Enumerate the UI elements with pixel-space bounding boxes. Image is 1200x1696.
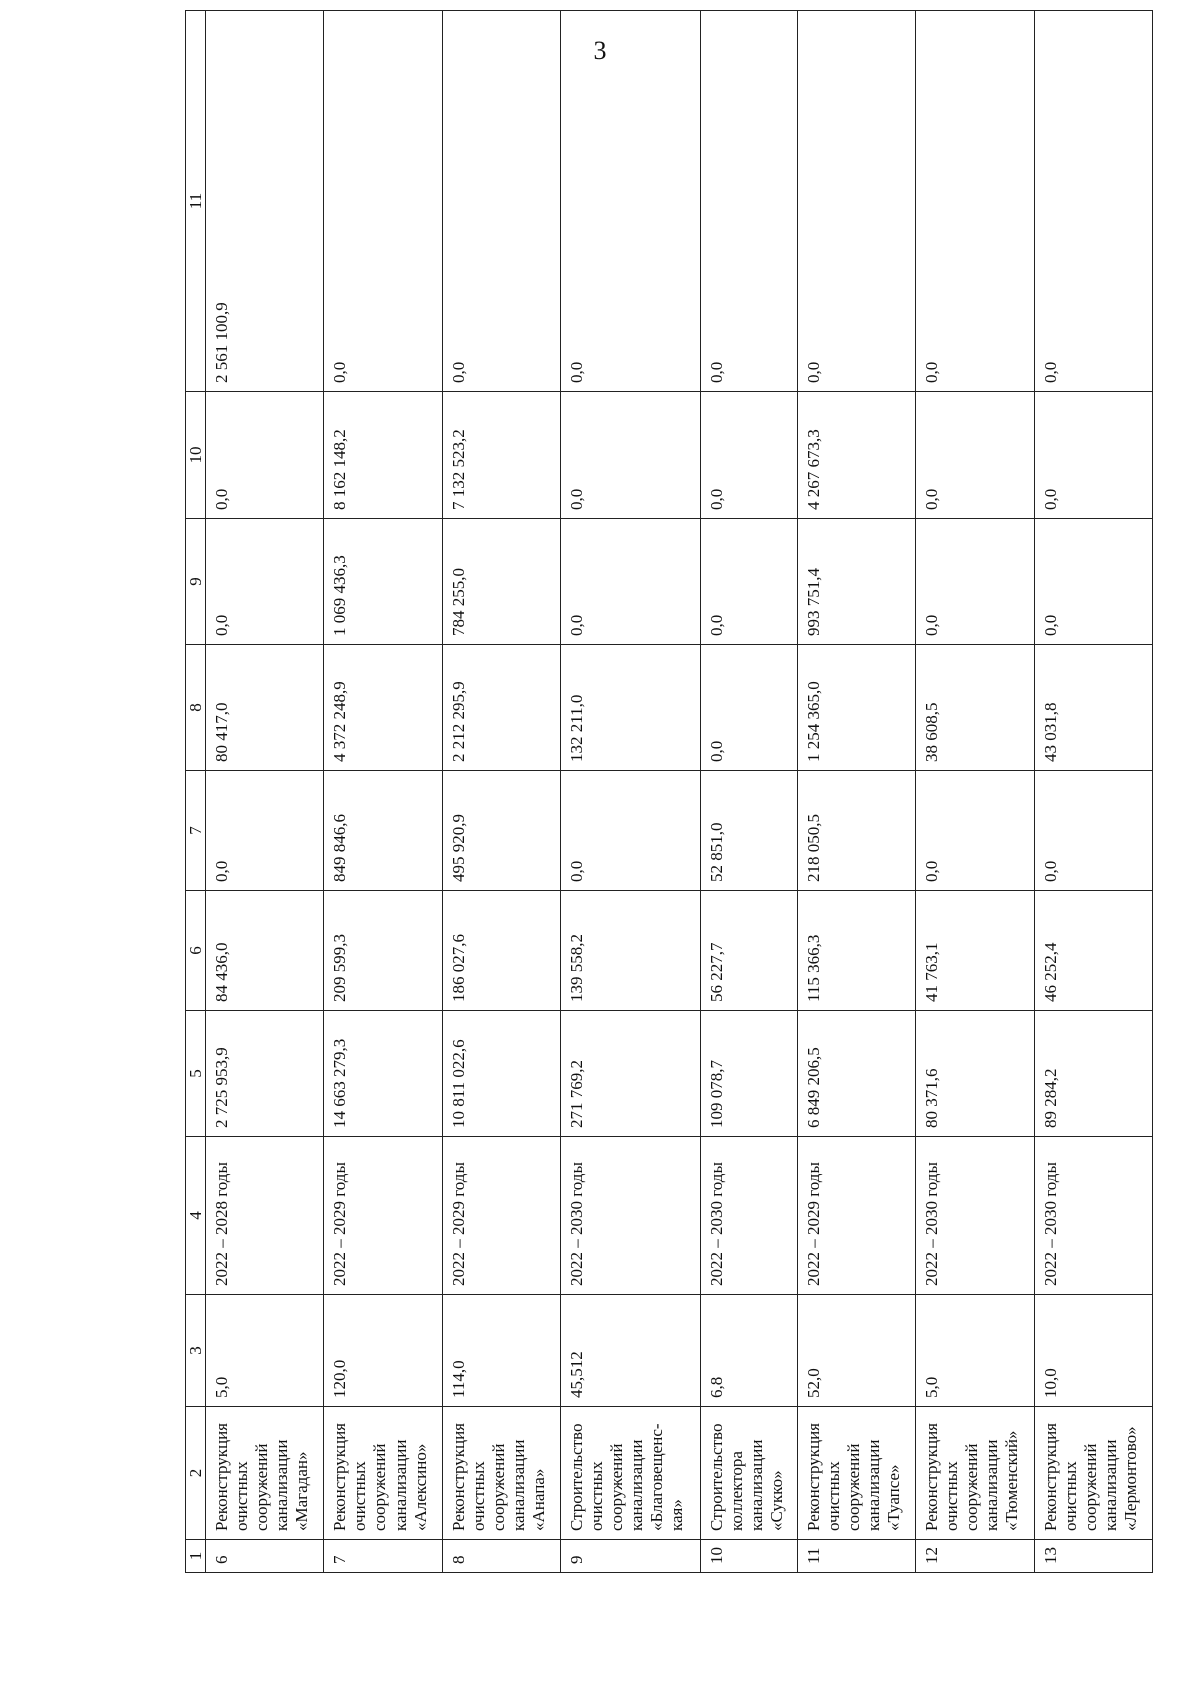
column-number-11: 11 bbox=[186, 11, 206, 392]
value-cell-c8: 2 212 295,9 bbox=[442, 645, 560, 771]
value-cell-c8: 132 211,0 bbox=[561, 645, 701, 771]
value-cell-c5: 80 371,6 bbox=[916, 1011, 1034, 1137]
value-cell-c11: 0,0 bbox=[797, 11, 915, 392]
object-name-line: Реконструкция bbox=[448, 1422, 468, 1531]
column-number-9: 9 bbox=[186, 519, 206, 645]
value-cell-c3: 5,0 bbox=[206, 1295, 324, 1407]
value-cell-c8: 38 608,5 bbox=[916, 645, 1034, 771]
value-cell-c7: 849 846,6 bbox=[324, 771, 442, 891]
table-row bbox=[700, 11, 797, 1573]
value-cell-c10: 0,0 bbox=[561, 392, 701, 519]
value-cell-c5: 89 284,2 bbox=[1034, 1011, 1152, 1137]
row-number-cell: 8 bbox=[442, 1540, 560, 1573]
value-cell-c10: 0,0 bbox=[700, 392, 797, 519]
row-number-cell: 7 bbox=[324, 1540, 442, 1573]
value-cell-c8: 1 254 365,0 bbox=[797, 645, 915, 771]
object-name-line: канализации bbox=[508, 1439, 528, 1531]
value-cell-c4: 2022 – 2030 годы bbox=[1034, 1137, 1152, 1295]
value-cell-c3: 45,512 bbox=[561, 1295, 701, 1407]
object-name-line: очистных bbox=[468, 1461, 488, 1531]
object-name-line: Реконструкция bbox=[330, 1422, 350, 1531]
object-name-cell bbox=[700, 1407, 797, 1540]
column-number-6: 6 bbox=[186, 891, 206, 1011]
table-body bbox=[186, 11, 1153, 1573]
value-cell-c3: 114,0 bbox=[442, 1295, 560, 1407]
object-name-line: Реконструкция bbox=[803, 1422, 823, 1531]
table-row bbox=[916, 11, 1034, 1573]
object-name-line: очистных bbox=[232, 1461, 252, 1531]
object-name-line: канализации bbox=[627, 1439, 647, 1531]
object-name-line: сооружений bbox=[843, 1443, 863, 1531]
object-name-line: сооружений bbox=[488, 1443, 508, 1531]
column-number-5: 5 bbox=[186, 1011, 206, 1137]
table-row bbox=[1034, 11, 1152, 1573]
value-cell-c3: 10,0 bbox=[1034, 1295, 1152, 1407]
object-name-line: канализации bbox=[390, 1439, 410, 1531]
table-row bbox=[324, 11, 442, 1573]
value-cell-c10: 0,0 bbox=[916, 392, 1034, 519]
value-cell-c5: 109 078,7 bbox=[700, 1011, 797, 1137]
object-name-line: очистных bbox=[587, 1461, 607, 1531]
object-name-cell bbox=[324, 1407, 442, 1540]
value-cell-c9: 784 255,0 bbox=[442, 519, 560, 645]
object-name-line: канализации bbox=[864, 1439, 883, 1531]
value-cell-c6: 209 599,3 bbox=[324, 891, 442, 1011]
object-name-line: «Сукко» bbox=[766, 1470, 786, 1531]
object-name-line: сооружений bbox=[607, 1443, 627, 1531]
column-number-4: 4 bbox=[186, 1137, 206, 1295]
object-name-line: «Магадан» bbox=[292, 1451, 312, 1531]
object-name-line: «Лермонтово» bbox=[1120, 1426, 1140, 1531]
value-cell-c9: 0,0 bbox=[561, 519, 701, 645]
column-number-7: 7 bbox=[186, 771, 206, 891]
object-name-cell bbox=[442, 1407, 560, 1540]
object-name-line: канализации bbox=[272, 1439, 292, 1531]
rotated-table-container bbox=[185, 111, 1153, 1573]
value-cell-c10: 4 267 673,3 bbox=[797, 392, 915, 519]
object-name-cell bbox=[561, 1407, 701, 1540]
row-number-cell: 6 bbox=[206, 1540, 324, 1573]
value-cell-c6: 41 763,1 bbox=[916, 891, 1034, 1011]
row-number-cell: 9 bbox=[561, 1540, 701, 1573]
value-cell-c10: 7 132 523,2 bbox=[442, 392, 560, 519]
object-name-line: сооружений bbox=[962, 1443, 982, 1531]
value-cell-c8: 43 031,8 bbox=[1034, 645, 1152, 771]
column-number-10: 10 bbox=[186, 392, 206, 519]
value-cell-c5: 2 725 953,9 bbox=[206, 1011, 324, 1137]
value-cell-c6: 139 558,2 bbox=[561, 891, 701, 1011]
object-name-line: канализации bbox=[1100, 1439, 1120, 1531]
object-name-line: «Тюменский» bbox=[1002, 1430, 1022, 1531]
value-cell-c7: 495 920,9 bbox=[442, 771, 560, 891]
object-name-line: «Анапа» bbox=[528, 1468, 548, 1531]
value-cell-c9: 993 751,4 bbox=[797, 519, 915, 645]
table-row bbox=[561, 11, 701, 1573]
object-name-line: «Алексино» bbox=[410, 1443, 430, 1531]
value-cell-c11: 0,0 bbox=[324, 11, 442, 392]
value-cell-c6: 115 366,3 bbox=[797, 891, 915, 1011]
value-cell-c7: 0,0 bbox=[206, 771, 324, 891]
column-number-3: 3 bbox=[186, 1295, 206, 1407]
value-cell-c4: 2022 – 2030 годы bbox=[561, 1137, 701, 1295]
object-name-line: Строительство bbox=[567, 1423, 587, 1531]
value-cell-c4: 2022 – 2029 годы bbox=[324, 1137, 442, 1295]
object-name-line: канализации bbox=[982, 1439, 1002, 1531]
value-cell-c5: 6 849 206,5 bbox=[797, 1011, 915, 1137]
value-cell-c8: 0,0 bbox=[700, 645, 797, 771]
page-number: 3 bbox=[593, 36, 607, 65]
row-number-cell: 13 bbox=[1034, 1540, 1152, 1573]
value-cell-c11: 0,0 bbox=[1034, 11, 1152, 392]
value-cell-c11: 0,0 bbox=[700, 11, 797, 392]
value-cell-c9: 1 069 436,3 bbox=[324, 519, 442, 645]
value-cell-c11: 0,0 bbox=[916, 11, 1034, 392]
value-cell-c3: 5,0 bbox=[916, 1295, 1034, 1407]
object-name-line: «Туапсе» bbox=[884, 1464, 904, 1531]
column-number-1: 1 bbox=[186, 1540, 206, 1573]
value-cell-c7: 0,0 bbox=[1034, 771, 1152, 891]
object-name-line: очистных bbox=[823, 1461, 843, 1531]
value-cell-c10: 8 162 148,2 bbox=[324, 392, 442, 519]
table-row bbox=[442, 11, 560, 1573]
value-cell-c9: 0,0 bbox=[916, 519, 1034, 645]
object-name-line: Реконструкция bbox=[212, 1422, 231, 1531]
object-name-cell bbox=[916, 1407, 1034, 1540]
column-number-2: 2 bbox=[186, 1407, 206, 1540]
object-name-cell bbox=[206, 1407, 324, 1540]
value-cell-c6: 186 027,6 bbox=[442, 891, 560, 1011]
row-number-cell: 11 bbox=[797, 1540, 915, 1573]
value-cell-c11: 0,0 bbox=[561, 11, 701, 392]
row-number-cell: 12 bbox=[916, 1540, 1034, 1573]
object-name-line: очистных bbox=[1060, 1461, 1080, 1531]
value-cell-c3: 120,0 bbox=[324, 1295, 442, 1407]
value-cell-c6: 56 227,7 bbox=[700, 891, 797, 1011]
value-cell-c9: 0,0 bbox=[700, 519, 797, 645]
value-cell-c4: 2022 – 2028 годы bbox=[206, 1137, 324, 1295]
object-name-line: кая» bbox=[667, 1499, 687, 1531]
data-table bbox=[185, 10, 1153, 1573]
object-name-line: канализации bbox=[746, 1439, 766, 1531]
value-cell-c7: 0,0 bbox=[561, 771, 701, 891]
value-cell-c11: 0,0 bbox=[442, 11, 560, 392]
value-cell-c8: 80 417,0 bbox=[206, 645, 324, 771]
table-row bbox=[206, 11, 324, 1573]
object-name-line: коллектора bbox=[726, 1451, 746, 1531]
value-cell-c6: 84 436,0 bbox=[206, 891, 324, 1011]
object-name-line: очистных bbox=[350, 1461, 370, 1531]
column-number-row bbox=[186, 11, 206, 1573]
value-cell-c4: 2022 – 2029 годы bbox=[797, 1137, 915, 1295]
object-name-line: сооружений bbox=[1080, 1443, 1100, 1531]
object-name-line: сооружений bbox=[252, 1443, 272, 1531]
column-number-8: 8 bbox=[186, 645, 206, 771]
value-cell-c6: 46 252,4 bbox=[1034, 891, 1152, 1011]
value-cell-c9: 0,0 bbox=[1034, 519, 1152, 645]
value-cell-c10: 0,0 bbox=[1034, 392, 1152, 519]
value-cell-c4: 2022 – 2030 годы bbox=[700, 1137, 797, 1295]
value-cell-c4: 2022 – 2030 годы bbox=[916, 1137, 1034, 1295]
value-cell-c3: 6,8 bbox=[700, 1295, 797, 1407]
object-name-cell bbox=[1034, 1407, 1152, 1540]
row-number-cell: 10 bbox=[700, 1540, 797, 1573]
value-cell-c7: 52 851,0 bbox=[700, 771, 797, 891]
value-cell-c9: 0,0 bbox=[206, 519, 324, 645]
value-cell-c5: 271 769,2 bbox=[561, 1011, 701, 1137]
value-cell-c7: 218 050,5 bbox=[797, 771, 915, 891]
value-cell-c10: 0,0 bbox=[206, 392, 324, 519]
value-cell-c5: 10 811 022,6 bbox=[442, 1011, 560, 1137]
object-name-line: «Благовещенс- bbox=[647, 1423, 667, 1531]
value-cell-c4: 2022 – 2029 годы bbox=[442, 1137, 560, 1295]
object-name-line: Реконструкция bbox=[922, 1422, 942, 1531]
value-cell-c5: 14 663 279,3 bbox=[324, 1011, 442, 1137]
value-cell-c3: 52,0 bbox=[797, 1295, 915, 1407]
object-name-line: сооружений bbox=[370, 1443, 390, 1531]
value-cell-c7: 0,0 bbox=[916, 771, 1034, 891]
value-cell-c8: 4 372 248,9 bbox=[324, 645, 442, 771]
table-row bbox=[797, 11, 915, 1573]
object-name-line: Реконструкция bbox=[1040, 1422, 1060, 1531]
object-name-cell bbox=[797, 1407, 915, 1540]
object-name-line: Строительство bbox=[706, 1423, 726, 1531]
object-name-line: очистных bbox=[942, 1461, 962, 1531]
value-cell-c11: 2 561 100,9 bbox=[206, 11, 324, 392]
